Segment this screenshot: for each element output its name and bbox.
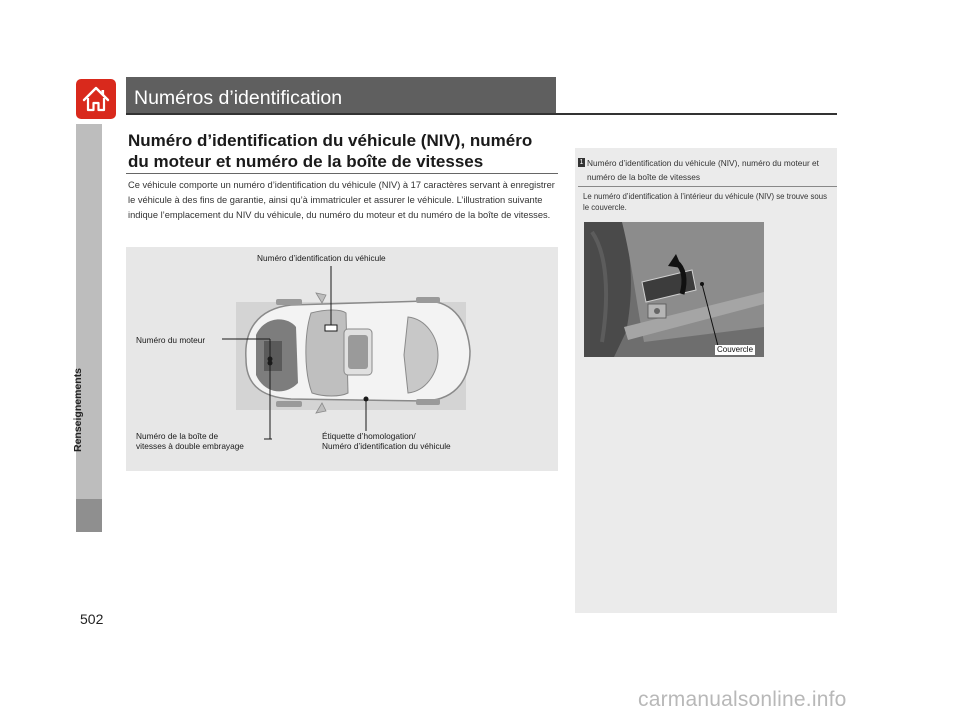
label-vin: Numéro d’identification du véhicule: [257, 253, 386, 263]
note-number-badge: 1: [579, 159, 584, 166]
vin-marker: [325, 325, 337, 331]
label-transmission-line1: Numéro de la boîte de: [136, 431, 219, 441]
label-certification-line1: Étiquette d’homologation/: [322, 431, 416, 441]
sidebar-section-label: Renseignements: [72, 367, 84, 452]
vin-cover-photo: [584, 222, 764, 357]
label-transmission-number: [136, 431, 244, 451]
section-body-text: Ce véhicule comporte un numéro d’identification du véhicule (NIV) à 17 caractères servant à enregistrer le véhicule à des fins de garantie, ainsi qu’à immatriculer et assurer le véhicule. L’illustration suivante indique l’emplacement du NIV du véhicule, du numéro du moteur et du numéro de la boîte de vitesses.: [128, 180, 555, 220]
note-divider: [578, 186, 837, 187]
vehicle-location-diagram: [126, 247, 558, 471]
car-outline: [246, 293, 470, 413]
section-heading-line1: Numéro d’identification du véhicule (NIV), numéro: [128, 131, 533, 150]
section-heading: [128, 130, 558, 172]
watermark: carmanualsonline.info: [638, 688, 847, 711]
page-title: Numéros d’identification: [134, 87, 343, 109]
sidebar-tab[interactable]: [76, 124, 102, 532]
label-certification-line2: Numéro d’identification du véhicule: [322, 441, 451, 451]
sidebar-tab-marker: [76, 499, 102, 532]
label-engine-number: Numéro du moteur: [136, 335, 206, 345]
heading-divider: [126, 173, 558, 174]
photo-label-cover: Couvercle: [717, 345, 754, 354]
label-certification: [322, 431, 451, 451]
note-body-text: Le numéro d’identification à l’intérieur du véhicule (NIV) se trouve sous le couvercle.: [583, 192, 827, 212]
home-icon: [76, 79, 116, 119]
side-note-panel: [575, 148, 837, 613]
label-transmission-line2: vitesses à double embrayage: [136, 441, 244, 451]
title-divider: [126, 113, 837, 115]
section-heading-line2: du moteur et numéro de la boîte de vitesses: [128, 152, 484, 171]
page-number: 502: [80, 611, 104, 627]
transmission-number-marker: [268, 361, 273, 366]
home-button[interactable]: [76, 79, 116, 119]
note-title: Numéro d’identification du véhicule (NIV), numéro du moteur et numéro de la boîte de vitesses: [587, 158, 819, 182]
